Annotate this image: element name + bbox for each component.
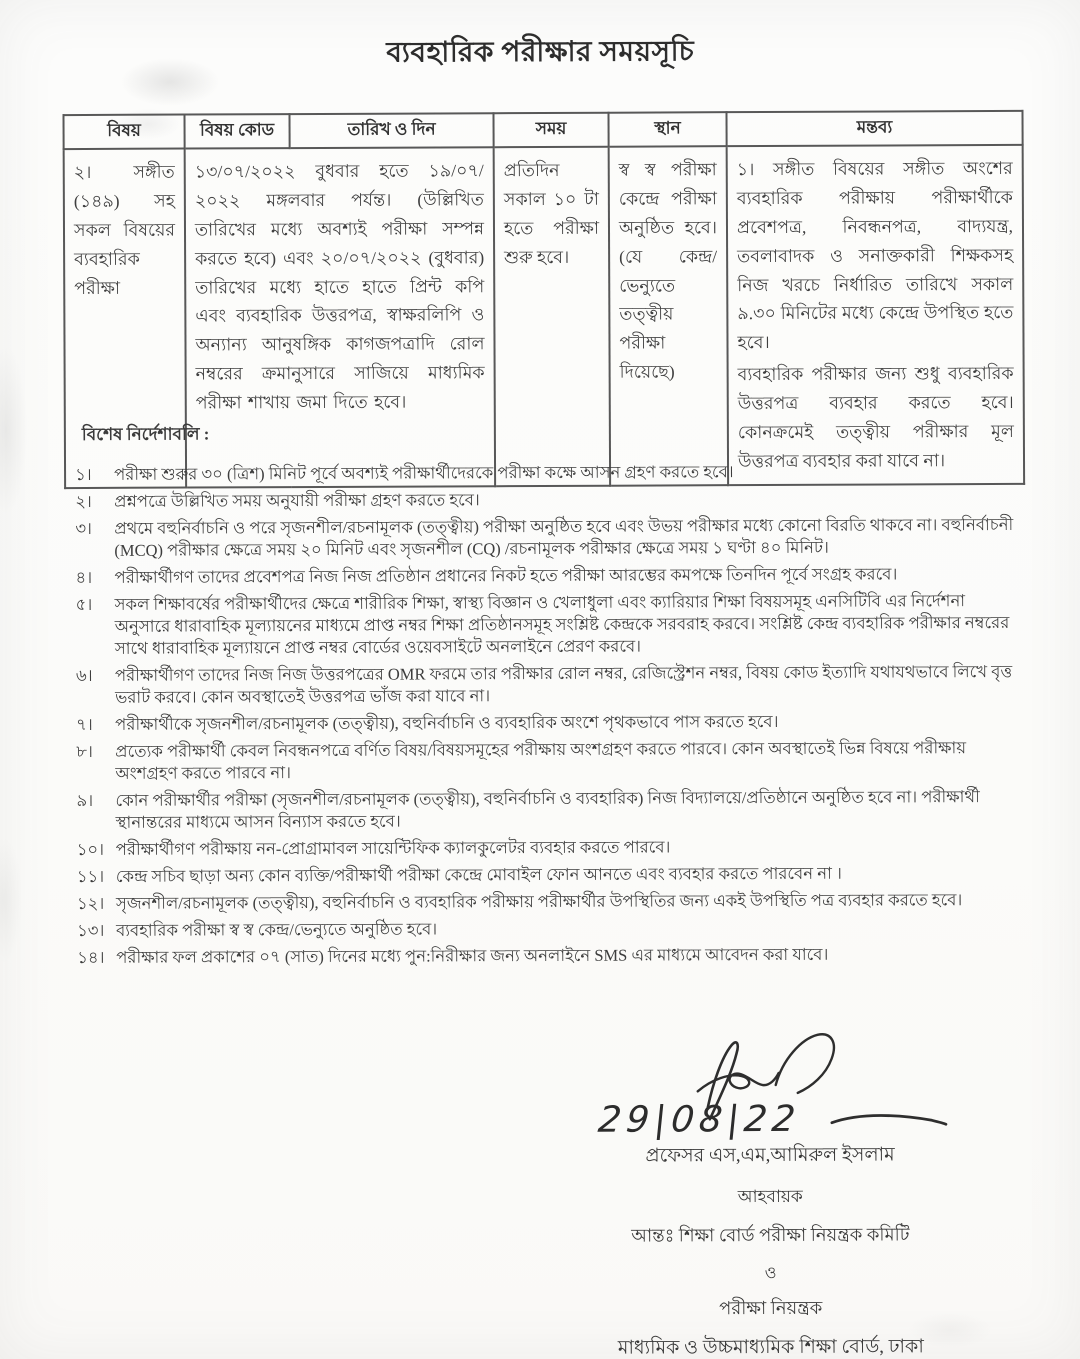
instruction-item-text: কোন পরীক্ষার্থীর পরীক্ষা (সৃজনশীল/রচনামূলক (তত্ত্বীয়), বহুনির্বাচনি ও ব্যবহারিক) নিজ বিদ্যালয়ে/প্রতিষ্ঠানে অনুষ্ঠিত হবে না। পরীক্ষার্থী স্থানান্তরের মাধ্যমে আসন বিন্যাস করতে হবে। [115, 787, 980, 832]
instruction-item [72, 862, 1018, 888]
instruction-item-number: ১৩। [77, 920, 105, 941]
instruction-item-number: ১। [75, 464, 92, 485]
cell-remarks [727, 145, 1024, 485]
instruction-item [70, 460, 1016, 486]
handwritten-signature [579, 1028, 950, 1150]
instruction-item-number: ১২। [76, 893, 105, 914]
table-header-row [63, 111, 1022, 149]
remarks-paragraph-1: ১। সঙ্গীত বিষয়ের সঙ্গীত অংশের ব্যবহারিক পরীক্ষায় পরীক্ষার্থীকে প্রবেশপত্র, নিবন্ধনপত্র, বাদ্যযন্ত্র, তবলাবাদক ও সনাক্তকারী শিক্ষকসহ নিজ খরচে নির্ধারিত তারিখে সকাল ৯.৩০ মিনিটের মধ্যে কেন্দ্রে উপস্থিত হতে হবে। [736, 157, 1014, 353]
instruction-item [71, 710, 1017, 736]
signatory-committee: আন্তঃ শিক্ষা বোর্ড পরীক্ষা নিয়ন্ত্রক কমিটি [631, 1224, 910, 1246]
instruction-item-text: পরীক্ষার্থীকে সৃজনশীল/রচনামূলক (তত্ত্বীয়), বহুনির্বাচনি ও ব্যবহারিক অংশে পৃথকভাবে পাস করতে হবে। [115, 711, 779, 734]
instruction-item [72, 916, 1018, 942]
instruction-item-text: প্রত্যেক পরীক্ষার্থী কেবল নিবন্ধনপত্রে বর্ণিত বিষয়/বিষয়সমূহের পরীক্ষায় অংশগ্রহণ করতে পারবে। কোন অবস্থাতেই ভিন্ন বিষয়ে পরীক্ষায় অংশগ্রহণ করতে পারবে না। [115, 738, 967, 783]
instruction-item-number: ৪। [75, 567, 93, 588]
cell-date-day: ১৩/০৭/২০২২ বুধবার হতে ১৯/০৭/ ২০২২ মঙ্গলবার পর্যন্ত। (উল্লিখিত তারিখের মধ্যে অবশ্যই পরীক্ষা সম্পন্ন করতে হবে) এবং ২০/০৭/২০২২ (বুধবার) তারিখের মধ্যে হাতে হাতে প্রিন্ট কপি এবং ব্যবহারিক উত্তরপত্র, স্বাক্ষরলিপি ও অন্যান্য আনুষঙ্গিক কাগজপত্রাদি রোল নম্বরের ক্রমানুসারে সাজিয়ে মাধ্যমিক পরীক্ষা শাখায় জমা দিতে হবে। [185, 147, 495, 487]
instruction-item-text: পরীক্ষার্থীগণ পরীক্ষায় নন-প্রোগ্রামাবল সায়েন্টিফিক ক্যালকুলেটর ব্যবহার করতে পারবে। [115, 837, 671, 859]
instruction-item-number: ৮। [76, 741, 93, 762]
cell-subject: ২। সঙ্গীত (১৪৯) সহ সকল বিষয়ের ব্যবহারিক পরীক্ষা [64, 149, 186, 488]
column-header-subject: বিষয় [63, 115, 184, 150]
instruction-item [71, 661, 1017, 709]
instruction-item-text: পরীক্ষার্থীগণ তাদের প্রবেশপত্র নিজ নিজ প্রতিষ্ঠান প্রধানের নিকট হতে পরীক্ষা আরম্ভের কমপক্ষে তিনদিন পূর্বে সংগ্রহ করবে। [114, 564, 898, 587]
instruction-item [70, 563, 1016, 589]
instruction-item-text: পরীক্ষার্থীগণ তাদের নিজ নিজ উত্তরপত্রের OMR ফরমে তার পরীক্ষার রোল নম্বর, রেজিস্ট্রেশন নম্বর, বিষয় কোড ইত্যাদি যথাযথভাবে লিখে বৃত্ত ভরাট করবে। কোন অবস্থাতেই উত্তরপত্র ভাঁজ করা যাবে না। [114, 661, 1013, 707]
instruction-item [71, 737, 1017, 785]
special-instructions-heading: বিশেষ নির্দেশাবলি : [81, 424, 210, 445]
instruction-item-text: প্রশ্নপত্রে উল্লিখিত সময় অনুযায়ী পরীক্ষা গ্রহণ করতে হবে। [114, 490, 480, 511]
instruction-item-text: পরীক্ষার ফল প্রকাশের ০৭ (সাত) দিনের মধ্যে পুন:নিরীক্ষার জন্য অনলাইনে SMS এর মাধ্যমে আবেদন করা যাবে। [116, 944, 829, 967]
signatory-and: ও [764, 1264, 777, 1283]
handwritten-date-text: 29|08|22 [596, 1097, 803, 1141]
column-header-time: সময় [493, 113, 608, 148]
signatory-board: মাধ্যমিক ও উচ্চমাধ্যমিক শিক্ষা বোর্ড, ঢাকা [617, 1336, 924, 1359]
column-header-remarks: মন্তব্য [726, 111, 1022, 146]
instruction-item-number: ৭। [76, 714, 93, 735]
instruction-item [72, 889, 1018, 915]
signatory-role: আহবায়ক [737, 1186, 803, 1207]
page-title: ব্যবহারিক পরীক্ষার সময়সূচি [386, 36, 695, 69]
instruction-item-number: ৫। [75, 594, 93, 615]
column-header-subject-code: বিষয় কোড [184, 114, 289, 148]
signatory-name: প্রফেসর এস,এম,আমিরুল ইসলাম [645, 1144, 895, 1167]
instruction-item [72, 943, 1018, 969]
signature-area [579, 1028, 950, 1150]
instruction-item-number: ১৪। [77, 947, 105, 968]
special-instructions-list [70, 460, 1018, 974]
instruction-item-text: কেন্দ্র সচিব ছাড়া অন্য কোন ব্যক্তি/পরীক্ষার্থী পরীক্ষা কেন্দ্রে মোবাইল ফোন আনতে এবং ব্যবহার করতে পারবেন না । [115, 863, 842, 886]
instruction-item-number: ৬। [75, 665, 93, 686]
column-header-date-day: তারিখ ও দিন [289, 113, 493, 148]
instruction-item-number: ৯। [76, 790, 94, 811]
instruction-item-number: ৩। [75, 518, 92, 539]
instruction-item [71, 786, 1017, 834]
instruction-item [70, 514, 1016, 562]
cell-time: প্রতিদিন সকাল ১০ টা হতে পরীক্ষা শুরু হবে। [494, 147, 610, 486]
instruction-item-number: ২। [75, 491, 92, 512]
cell-place: স্ব স্ব পরীক্ষা কেন্দ্রে পরীক্ষা অনুষ্ঠিত হবে। (যে কেন্দ্র/ ভেন্যুতে তত্ত্বীয় পরীক্ষা দিয়েছে) [609, 146, 728, 485]
instruction-item [72, 835, 1018, 861]
column-header-place: স্থান [608, 112, 726, 147]
signatory-block [535, 1140, 1006, 1359]
instruction-item-text: পরীক্ষা শুরুর ৩০ (ত্রিশ) মিনিট পূর্বে অবশ্যই পরীক্ষার্থীদেরকে পরীক্ষা কক্ষে আসন গ্রহণ করতে হবে। [114, 462, 734, 484]
instruction-item-number: ১১। [76, 866, 105, 887]
instruction-item-text: সৃজনশীল/রচনামূলক (তত্ত্বীয়), বহুনির্বাচনি ও ব্যবহারিক পরীক্ষায় পরীক্ষার্থীর উপস্থিতির জন্য একই উপস্থিতি পত্র ব্যবহার করতে হবে। [115, 890, 963, 913]
instruction-item [71, 590, 1017, 660]
instruction-item-text: ব্যবহারিক পরীক্ষা স্ব স্ব কেন্দ্র/ভেন্যুতে অনুষ্ঠিত হবে। [116, 919, 438, 940]
signatory-role-2: পরীক্ষা নিয়ন্ত্রক [719, 1297, 823, 1319]
instruction-item [70, 487, 1016, 513]
instruction-item-text: প্রথমে বহুনির্বাচনি ও পরে সৃজনশীল/রচনামূলক (তত্ত্বীয়) পরীক্ষা অনুষ্ঠিত হবে এবং উভয় পরীক্ষার মধ্যে কোনো বিরতি থাকবে না। বহুনির্বাচনী (MCQ) পরীক্ষার ক্ষেত্রে সময় ২০ মিনিট এবং সৃজনশীল (CQ) /রচনামূলক পরীক্ষার ক্ষেত্রে সময় ১ ঘণ্টা ৪০ মিনিট। [114, 514, 1014, 560]
instruction-item-number: ১০। [76, 839, 105, 860]
remarks-paragraph-2: ব্যবহারিক পরীক্ষার জন্য শুধু ব্যবহারিক উত্তরপত্র ব্যবহার করতে হবে। কোনক্রমেই তত্ত্বীয় পরীক্ষার মূল উত্তরপত্র ব্যবহার করা যাবে না। [737, 363, 1014, 471]
instruction-item-text: সকল শিক্ষাবর্ষের পরীক্ষার্থীদের ক্ষেত্রে শারীরিক শিক্ষা, স্বাস্থ্য বিজ্ঞান ও খেলাধুলা এবং ক্যারিয়ার শিক্ষা বিষয়সমূহ এনসিটিবি এর নির্দেশনা অনুসারে ধারাবাহিক মূল্যায়নের মাধ্যমে প্রাপ্ত নম্বর শিক্ষা প্রতিষ্ঠানসমূহ সংশ্লিষ্ট কেন্দ্রকে সরবরাহ করবে। সংশ্লিষ্ট কেন্দ্র ব্যবহারিক পরীক্ষার নম্বরের সাথে ধারাবাহিক মূল্যায়নে প্রাপ্ত নম্বর বোর্ডের ওয়েবসাইটে অনলাইনে প্রেরণ করবে। [114, 591, 1010, 658]
